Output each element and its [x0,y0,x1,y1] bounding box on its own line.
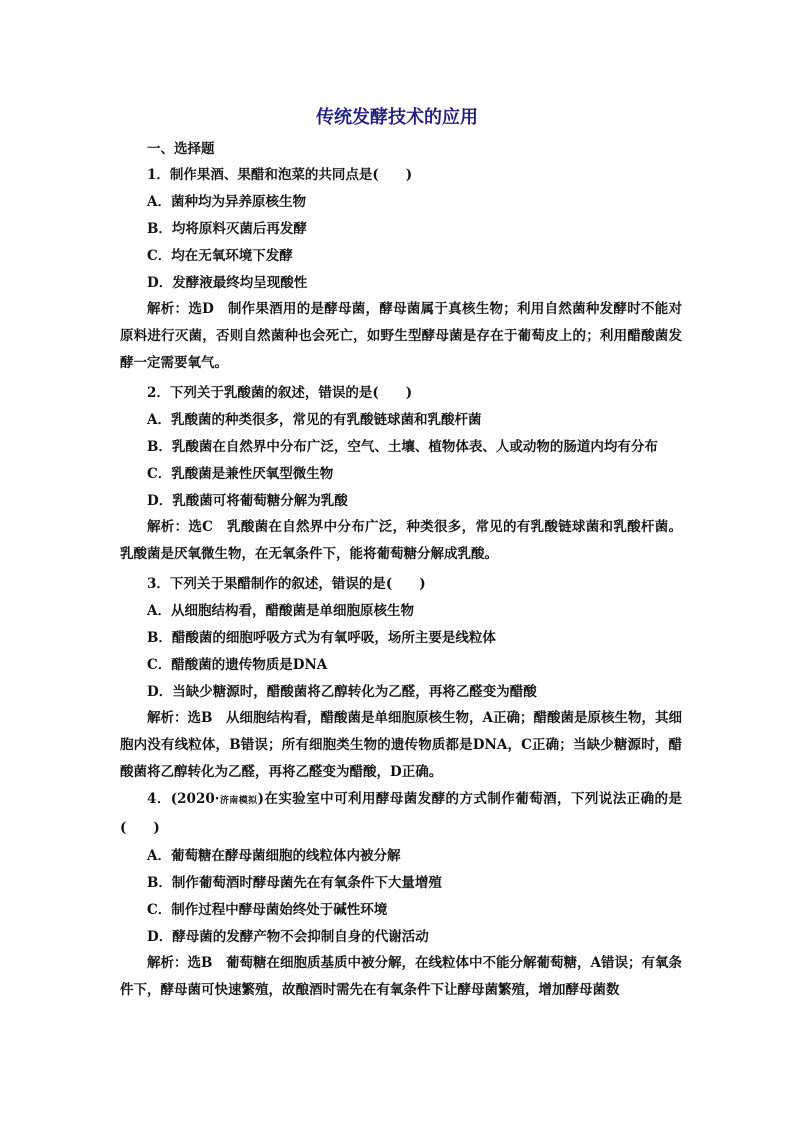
question-text: 下列关于果醋制作的叙述，错误的是( ) [169,576,426,592]
analysis-label: 解析： [147,710,188,726]
question-3-stem [147,575,707,593]
question-text: 在实验室中可利用酵母菌发酵的方式制作葡萄酒，下列说法正确的是( ) [120,791,682,836]
question-number: 4． [147,791,171,807]
source-note: 济南模拟 [219,796,258,806]
analysis-label: 解析： [147,301,189,317]
question-3-option-d: D．当缺少糖源时，醋酸菌将乙醇转化为乙醛，再将乙醛变为醋酸 [147,684,537,700]
question-1-option-a: A．菌种均为异养原核生物 [147,194,306,210]
question-number: 1． [147,167,170,183]
question-1-option-d: D．发酵液最终均呈现酸性 [147,275,308,291]
analysis-answer: 选B [187,710,213,726]
question-3-option-a: A．从细胞结构看，醋酸菌是单细胞原核生物 [147,603,414,619]
question-1-analysis [120,296,682,377]
question-number: 3． [147,576,170,592]
question-2-stem [147,384,707,402]
analysis-text: 葡萄糖在细胞质基质中被分解，在线粒体中不能分解葡萄糖，A错误；有氧条件下，酵母菌可快速繁殖，故酿酒时需先在有氧条件下让酵母菌繁殖，增加酵母菌数 [120,955,683,998]
analysis-label: 解析： [147,519,189,535]
question-1-option-c: C．均在无氧环境下发酵 [147,248,293,264]
question-2-option-c: C．乳酸菌是兼性厌氧型微生物 [147,466,334,482]
analysis-answer: 选B [187,955,213,971]
analysis-answer: 选C [188,519,213,535]
question-text: 制作果酒、果醋和泡菜的共同点是( ) [169,167,413,183]
source-prefix: (2020· [170,791,220,807]
question-2-analysis [120,514,682,568]
section-heading: 一、选择题 [147,141,215,157]
question-4-option-b: B．制作葡萄酒时酵母菌先在有氧条件下大量增殖 [147,875,442,891]
analysis-label: 解析： [147,955,188,971]
question-2-option-d: D．乳酸菌可将葡萄糖分解为乳酸 [147,493,348,509]
source-suffix: ) [257,791,264,807]
analysis-answer: 选D [188,301,214,317]
document-title: 传统发酵技术的应用 [316,107,478,128]
question-4-analysis [120,950,682,1004]
question-number: 2． [147,385,170,401]
question-text: 下列关于乳酸菌的叙述，错误的是( ) [169,385,413,401]
analysis-text: 从细胞结构看，醋酸菌是单细胞原核生物，A正确；醋酸菌是原核生物，其细胞内没有线粒体，B错误；所有细胞类生物的遗传物质都是DNA，C正确；当缺少糖源时，醋酸菌将乙醇转化为乙醛，再将乙醛变为醋酸，D正确。 [120,710,683,780]
question-4-stem [120,786,682,842]
question-4-option-d: D．酵母菌的发酵产物不会抑制自身的代谢活动 [147,929,429,945]
question-1-stem [147,166,707,184]
analysis-text: 制作果酒用的是酵母菌，酵母菌属于真核生物；利用自然菌种发酵时不能对原料进行灭菌，否则自然菌种也会死亡，如野生型酵母菌是存在于葡萄皮上的；利用醋酸菌发酵一定需要氧气。 [120,301,683,371]
question-3-analysis [120,705,682,786]
question-4-option-a: A．葡萄糖在酵母菌细胞的线粒体内被分解 [147,848,401,864]
question-4-option-c: C．制作过程中酵母菌始终处于碱性环境 [147,902,388,918]
question-2-option-a: A．乳酸菌的种类很多，常见的有乳酸链球菌和乳酸杆菌 [147,412,482,428]
question-2-option-b: B．乳酸菌在自然界中分布广泛，空气、土壤、植物体表、人或动物的肠道内均有分布 [147,439,658,455]
question-3-option-b: B．醋酸菌的细胞呼吸方式为有氧呼吸，场所主要是线粒体 [147,630,496,646]
question-1-option-b: B．均将原料灭菌后再发酵 [147,221,307,237]
question-3-option-c: C．醋酸菌的遗传物质是DNA [147,657,328,673]
analysis-text: 乳酸菌在自然界中分布广泛，种类很多，常见的有乳酸链球菌和乳酸杆菌。乳酸菌是厌氧微生物，在无氧条件下，能将葡萄糖分解成乳酸。 [120,519,683,562]
